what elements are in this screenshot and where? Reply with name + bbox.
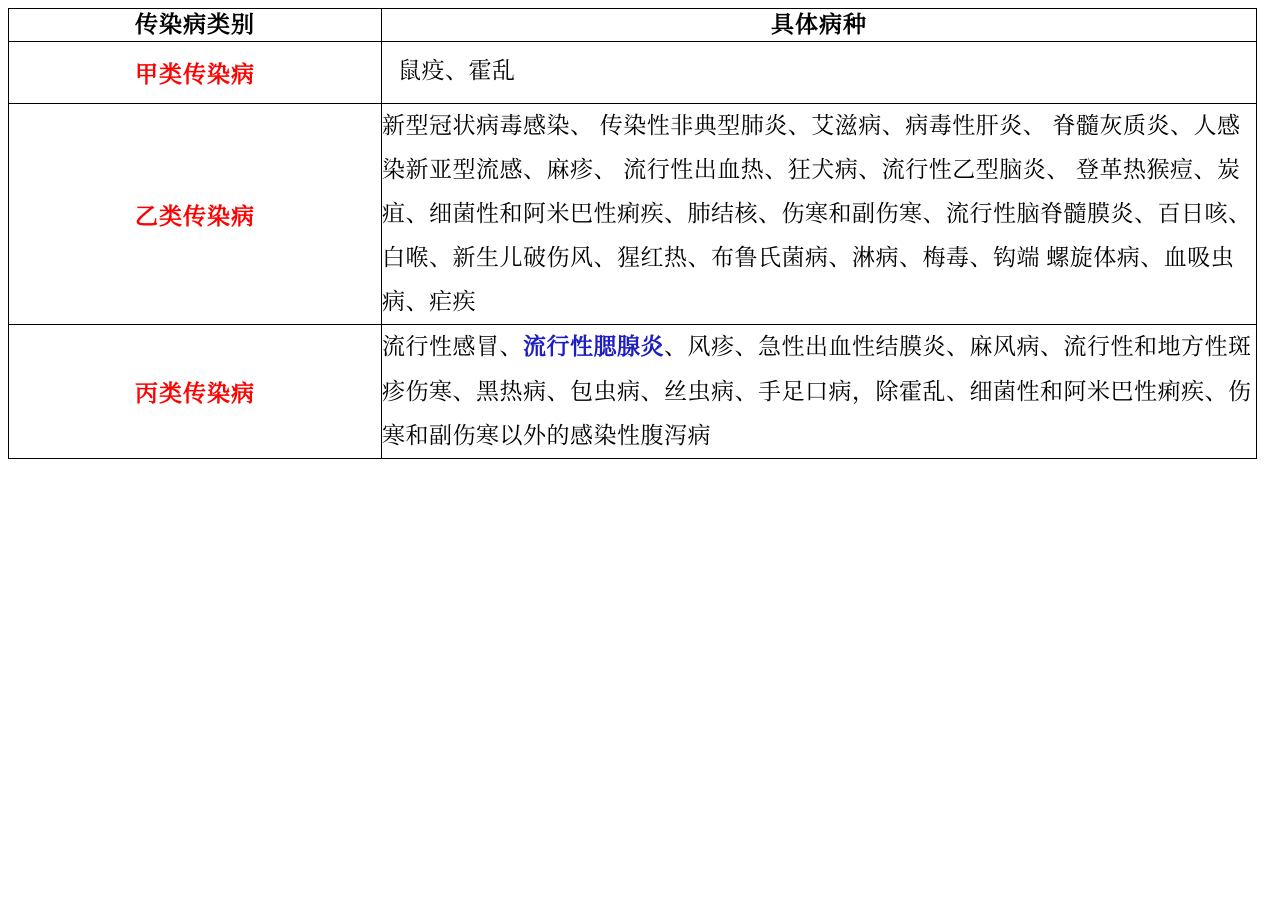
table-row xyxy=(9,42,1257,104)
highlighted-disease-mumps: 流行性腮腺炎 xyxy=(523,334,664,360)
disease-list-class-b xyxy=(382,103,1257,325)
disease-list-class-c xyxy=(382,325,1257,458)
column-header-diseases: 具体病种 xyxy=(382,9,1257,42)
category-label-class-a: 甲类传染病 xyxy=(9,42,382,104)
table-row xyxy=(9,325,1257,458)
disease-text-class-b: 新型冠状病毒感染、 传染性非典型肺炎、艾滋病、病毒性肝炎、 脊髓灰质炎、人感染新亚型流感、麻疹、 流行性出血热、狂犬病、流行性乙型脑炎、 登革热猴痘、炭疽、细菌性和阿米巴性痢疾、肺结核、伤寒和副伤寒、流行性脑脊髓膜炎、百日咳、白喉、新生儿破伤风、猩红热、布鲁氏菌病、淋病、梅毒、钩端 螺旋体病、血吸虫病、疟疾 xyxy=(382,112,1252,315)
disease-text-class-c-post: 、风疹、急性出血性结膜炎、麻风病、流行性和地方性斑疹伤寒、黑热病、包虫病、丝虫病、手足口病，除霍乱、细菌性和阿米巴性痢疾、伤寒和副伤寒以外的感染性腹泻病 xyxy=(382,334,1252,448)
category-label-class-b: 乙类传染病 xyxy=(9,103,382,325)
disease-text-class-a: 鼠疫、霍乱 xyxy=(398,58,516,84)
category-label-class-c: 丙类传染病 xyxy=(9,325,382,458)
infectious-disease-classification-table xyxy=(8,8,1257,459)
table-row xyxy=(9,103,1257,325)
table-header-row xyxy=(9,9,1257,42)
disease-list-class-a xyxy=(382,42,1257,104)
column-header-category: 传染病类别 xyxy=(9,9,382,42)
disease-text-class-c-pre: 流行性感冒、 xyxy=(382,334,523,360)
